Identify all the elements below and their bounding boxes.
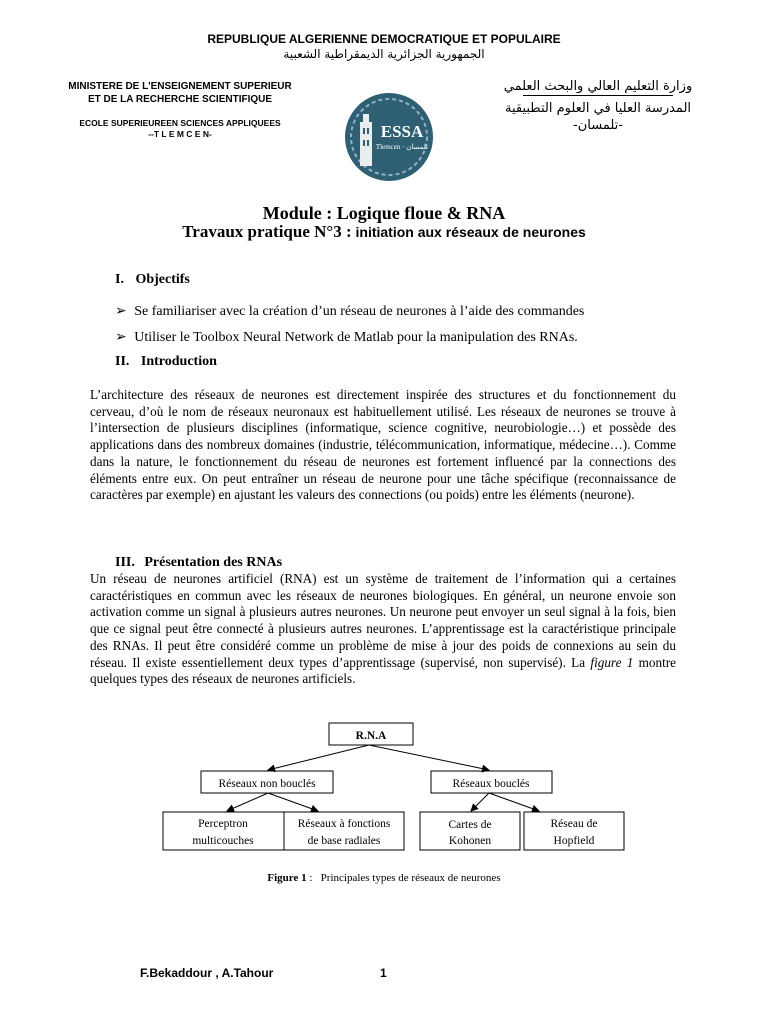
diagram-label-rbf-1: Réseaux à fonctions <box>297 818 391 830</box>
school-arabic-line-1: المدرسة العليا في العلوم التطبيقية <box>504 101 692 116</box>
diagram-arrow <box>268 745 369 770</box>
ministry-block <box>60 80 300 140</box>
school-arabic-line-2: -تلمسان- <box>573 118 623 133</box>
arrow-bullet-icon: ➢ <box>115 304 127 319</box>
section-title: Objectifs <box>135 272 190 287</box>
diagram-label-perceptron-2: multicouches <box>192 835 254 847</box>
section-heading-introduction <box>115 354 217 370</box>
essa-logo <box>344 92 434 182</box>
logo-subtitle: Tlemcen · تلمسان <box>375 143 429 151</box>
tp-title-sub: initiation aux réseaux de neurones <box>351 224 586 240</box>
bullet-item <box>115 329 715 346</box>
diagram-label-kohonen-2: Kohonen <box>448 835 492 847</box>
diagram-label-boucles: Réseaux bouclés <box>452 778 530 790</box>
diagram-label-nonboucles: Réseaux non bouclés <box>218 778 316 790</box>
ministry-block-arabic <box>478 78 718 134</box>
section-heading-objectifs <box>115 272 190 288</box>
diagram-arrow <box>227 793 268 811</box>
section-number: III. <box>115 555 135 570</box>
diagram-label-hopfield-2: Hopfield <box>553 835 595 847</box>
rna-types-diagram <box>150 715 640 860</box>
republic-title: REPUBLIQUE ALGERIENNE DEMOCRATIQUE ET POPULAIRE <box>207 32 561 46</box>
ministry-arabic: وزارة التعليم العالي والبحث العلمي <box>503 79 693 94</box>
bullet-text: Se familiariser avec la création d’un réseau de neurones à l’aide des commandes <box>134 304 585 319</box>
school-line-2: --T L E M C E N- <box>148 129 212 139</box>
section-title: Introduction <box>140 354 217 369</box>
presentation-paragraph <box>90 571 676 688</box>
figure-reference: figure 1 <box>590 654 634 670</box>
diagram-label-root: R.N.A <box>355 730 387 742</box>
diagram-arrow <box>471 793 489 811</box>
diagram-arrow <box>489 793 539 811</box>
figure-caption-sep: : <box>306 872 321 884</box>
diagram-arrow <box>268 793 318 811</box>
ministry-line-1: MINISTERE DE L'ENSEIGNEMENT SUPERIEUR <box>68 81 292 92</box>
school-line-1: ECOLE SUPERIEUREEN SCIENCES APPLIQUEES <box>79 118 281 128</box>
section-number: I. <box>115 272 124 287</box>
introduction-text: L’architecture des réseaux de neurones est directement inspirée des structures et du fonctionnement du cerveau, d’où le nom de réseaux neuronaux est habituellement utilisé. Les réseaux de neurones se trouve à l’intersection de plusieurs disciplines (informatique, science cognitive, neurobiologie…) et possède des applications dans des nombreux domaines (industrie, télécommunication, informatique, médecine…). Comme dans la nature, le fonctionnement du réseau de neurones est fortement influencé par la connections des éléments entre eux. On peut entraîner un réseau de neurone pour une tâche spécifique (reconnaissance de caractères par exemple) en ajustant les valeurs des connections (ou poids) entre les éléments (neurone). <box>90 387 676 503</box>
section-heading-presentation <box>115 555 282 571</box>
diagram-label-rbf-2: de base radiales <box>307 835 381 847</box>
footer-authors: F.Bekaddour , A.Tahour <box>140 966 274 980</box>
tp-title-main: Travaux pratique N°3 : <box>182 222 352 241</box>
ministry-line-2: ET DE LA RECHERCHE SCIENTIFIQUE <box>87 94 273 105</box>
introduction-paragraph <box>90 387 676 504</box>
diagram-label-perceptron-1: Perceptron <box>198 818 248 830</box>
tp-title <box>0 222 768 242</box>
republic-title-arabic: الجمهورية الجزائرية الديمقراطية الشعبية <box>283 47 485 61</box>
section-number: II. <box>115 354 130 369</box>
module-title: Module : Logique floue & RNA <box>262 203 506 223</box>
bullet-text: Utiliser le Toolbox Neural Network de Matlab pour la manipulation des RNAs. <box>134 330 578 345</box>
presentation-text: Un réseau de neurones artificiel (RNA) est un système de traitement de l’information qui a certaines caractéristiques en commun avec les réseaux de neurones biologiques. En général, un neurone envoie son activation comme un signal à plusieurs autres neurones. Un neurone peut envoyer un seul signal à la fois, bien que ce signal peut être connecté à plusieurs autres neurones. L’apprentissage est la caractéristique principale des RNAs. Il peut être considéré comme un problème de mise à jour des poids de connexions au sein du réseau. Il existe essentiellement deux types d’apprentissage (supervisé, non supervisé). La <box>90 571 676 670</box>
bullet-item <box>115 303 715 320</box>
diagram-arrow <box>369 745 489 770</box>
logo-text: ESSA <box>380 122 424 141</box>
arrow-bullet-icon: ➢ <box>115 330 127 345</box>
section-title: Présentation des RNAs <box>144 555 283 570</box>
page-number: 1 <box>380 966 387 980</box>
diagram-label-kohonen-1: Cartes de <box>448 819 492 831</box>
figure-caption-label: Figure 1 <box>267 872 307 884</box>
presentation-text-end: montre quelques types des réseaux de neurones artificiels. <box>90 654 676 687</box>
diagram-label-hopfield-1: Réseau de <box>550 818 598 830</box>
figure-caption-text: Principales types de réseaux de neurones <box>320 872 501 884</box>
figure-caption <box>0 872 768 884</box>
